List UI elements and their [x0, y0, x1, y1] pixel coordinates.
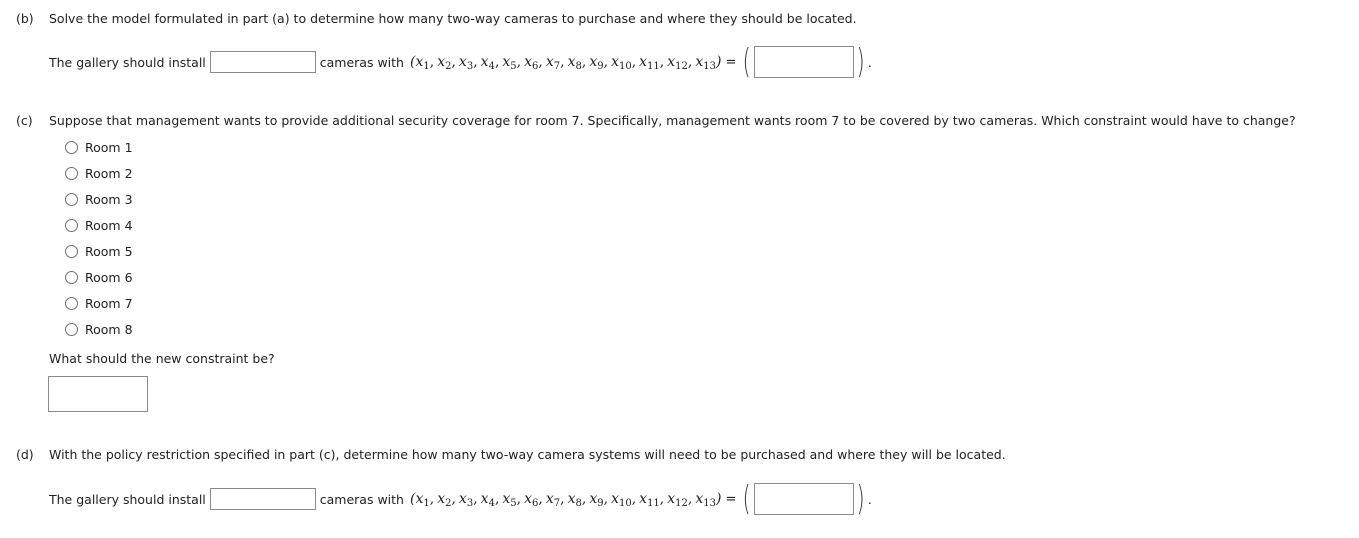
- variable-x4: $x_4$: [480, 491, 495, 509]
- option-label: Room 6: [85, 269, 133, 285]
- radio-button[interactable]: [65, 297, 78, 310]
- radio-button[interactable]: [65, 245, 78, 258]
- part-d-prompt: With the policy restriction specified in part (c), determine how many two-way camera systems will need to be purchased and where they will be located.: [49, 447, 1006, 462]
- option-room-8[interactable]: [65, 316, 133, 342]
- part-b-left-paren: (: [743, 42, 751, 82]
- part-b-variable-tuple: ($x_1$, $x_2$, $x_3$, $x_4$, $x_5$, $x_6$, $x_7$, $x_8$, $x_9$, $x_{10}$, $x_{11}$, $x_{12}$, $x_{13}$): [409, 54, 722, 72]
- part-d-right-paren: ): [856, 479, 865, 519]
- variable-x1: $x_1$: [415, 54, 430, 72]
- radio-button[interactable]: [65, 323, 78, 336]
- variable-x5: $x_5$: [502, 491, 517, 509]
- room-options: [65, 134, 133, 342]
- part-b-period: .: [867, 54, 872, 70]
- variable-x11: $x_{11}$: [639, 54, 660, 72]
- option-room-7[interactable]: [65, 290, 133, 316]
- part-d-period: .: [867, 491, 872, 507]
- radio-button[interactable]: [65, 193, 78, 206]
- variable-x6: $x_6$: [524, 491, 539, 509]
- part-d-install-text: The gallery should install: [49, 491, 206, 507]
- variable-x9: $x_9$: [589, 54, 604, 72]
- variable-x3: $x_3$: [458, 491, 474, 509]
- part-c-label: (c): [16, 113, 33, 128]
- part-b-camera-count-input[interactable]: [210, 51, 316, 73]
- variable-x12: $x_{12}$: [667, 54, 688, 72]
- option-label: Room 1: [85, 139, 133, 155]
- option-label: Room 5: [85, 243, 133, 259]
- option-room-1[interactable]: [65, 134, 133, 160]
- part-b-tuple-input[interactable]: [754, 46, 854, 78]
- radio-button[interactable]: [65, 271, 78, 284]
- variable-x2: $x_2$: [437, 491, 452, 509]
- part-d-answer-line: [49, 479, 872, 519]
- option-room-3[interactable]: [65, 186, 133, 212]
- part-d-variable-tuple: ($x_1$, $x_2$, $x_3$, $x_4$, $x_5$, $x_6$, $x_7$, $x_8$, $x_9$, $x_{10}$, $x_{11}$, $x_{12}$, $x_{13}$): [409, 491, 722, 509]
- part-d-label: (d): [16, 447, 34, 462]
- variable-x9: $x_9$: [589, 491, 604, 509]
- option-room-5[interactable]: [65, 238, 133, 264]
- variable-x11: $x_{11}$: [639, 491, 660, 509]
- variable-x10: $x_{10}$: [611, 491, 632, 509]
- new-constraint-input[interactable]: [48, 376, 148, 412]
- option-room-4[interactable]: [65, 212, 133, 238]
- part-d-equals: =: [725, 491, 737, 507]
- variable-x7: $x_7$: [545, 491, 561, 509]
- option-room-6[interactable]: [65, 264, 133, 290]
- variable-x6: $x_6$: [524, 54, 539, 72]
- part-d-left-paren: (: [743, 479, 751, 519]
- part-b-install-text: The gallery should install: [49, 54, 206, 70]
- option-label: Room 2: [85, 165, 133, 181]
- variable-x5: $x_5$: [502, 54, 517, 72]
- variable-x12: $x_{12}$: [667, 491, 688, 509]
- variable-x7: $x_7$: [545, 54, 561, 72]
- variable-x8: $x_8$: [567, 491, 582, 509]
- variable-x3: $x_3$: [458, 54, 474, 72]
- part-b-equals: =: [725, 54, 737, 70]
- option-label: Room 3: [85, 191, 133, 207]
- variable-x13: $x_{13}$: [695, 54, 716, 72]
- option-label: Room 8: [85, 321, 133, 337]
- radio-button[interactable]: [65, 167, 78, 180]
- part-b-label: (b): [16, 11, 34, 26]
- part-c-prompt: Suppose that management wants to provide additional security coverage for room 7. Specifically, management wants room 7 to be covered by two cameras. Which constraint would have to change?: [49, 113, 1296, 128]
- part-b-answer-line: [49, 42, 872, 82]
- part-d-cameras-with-text: cameras with: [319, 491, 404, 507]
- part-b-cameras-with-text: cameras with: [319, 54, 404, 70]
- variable-x13: $x_{13}$: [695, 491, 716, 509]
- variable-x10: $x_{10}$: [611, 54, 632, 72]
- radio-button[interactable]: [65, 219, 78, 232]
- part-d-camera-count-input[interactable]: [210, 488, 316, 510]
- part-c-followup: What should the new constraint be?: [49, 351, 275, 366]
- variable-x8: $x_8$: [567, 54, 582, 72]
- part-d-tuple-input[interactable]: [754, 483, 854, 515]
- option-room-2[interactable]: [65, 160, 133, 186]
- variable-x1: $x_1$: [415, 491, 430, 509]
- variable-x2: $x_2$: [437, 54, 452, 72]
- variable-x4: $x_4$: [480, 54, 495, 72]
- part-b-prompt: Solve the model formulated in part (a) to determine how many two-way cameras to purchase and where they should be located.: [49, 11, 857, 26]
- part-b-right-paren: ): [856, 42, 865, 82]
- radio-button[interactable]: [65, 141, 78, 154]
- option-label: Room 7: [85, 295, 133, 311]
- option-label: Room 4: [85, 217, 133, 233]
